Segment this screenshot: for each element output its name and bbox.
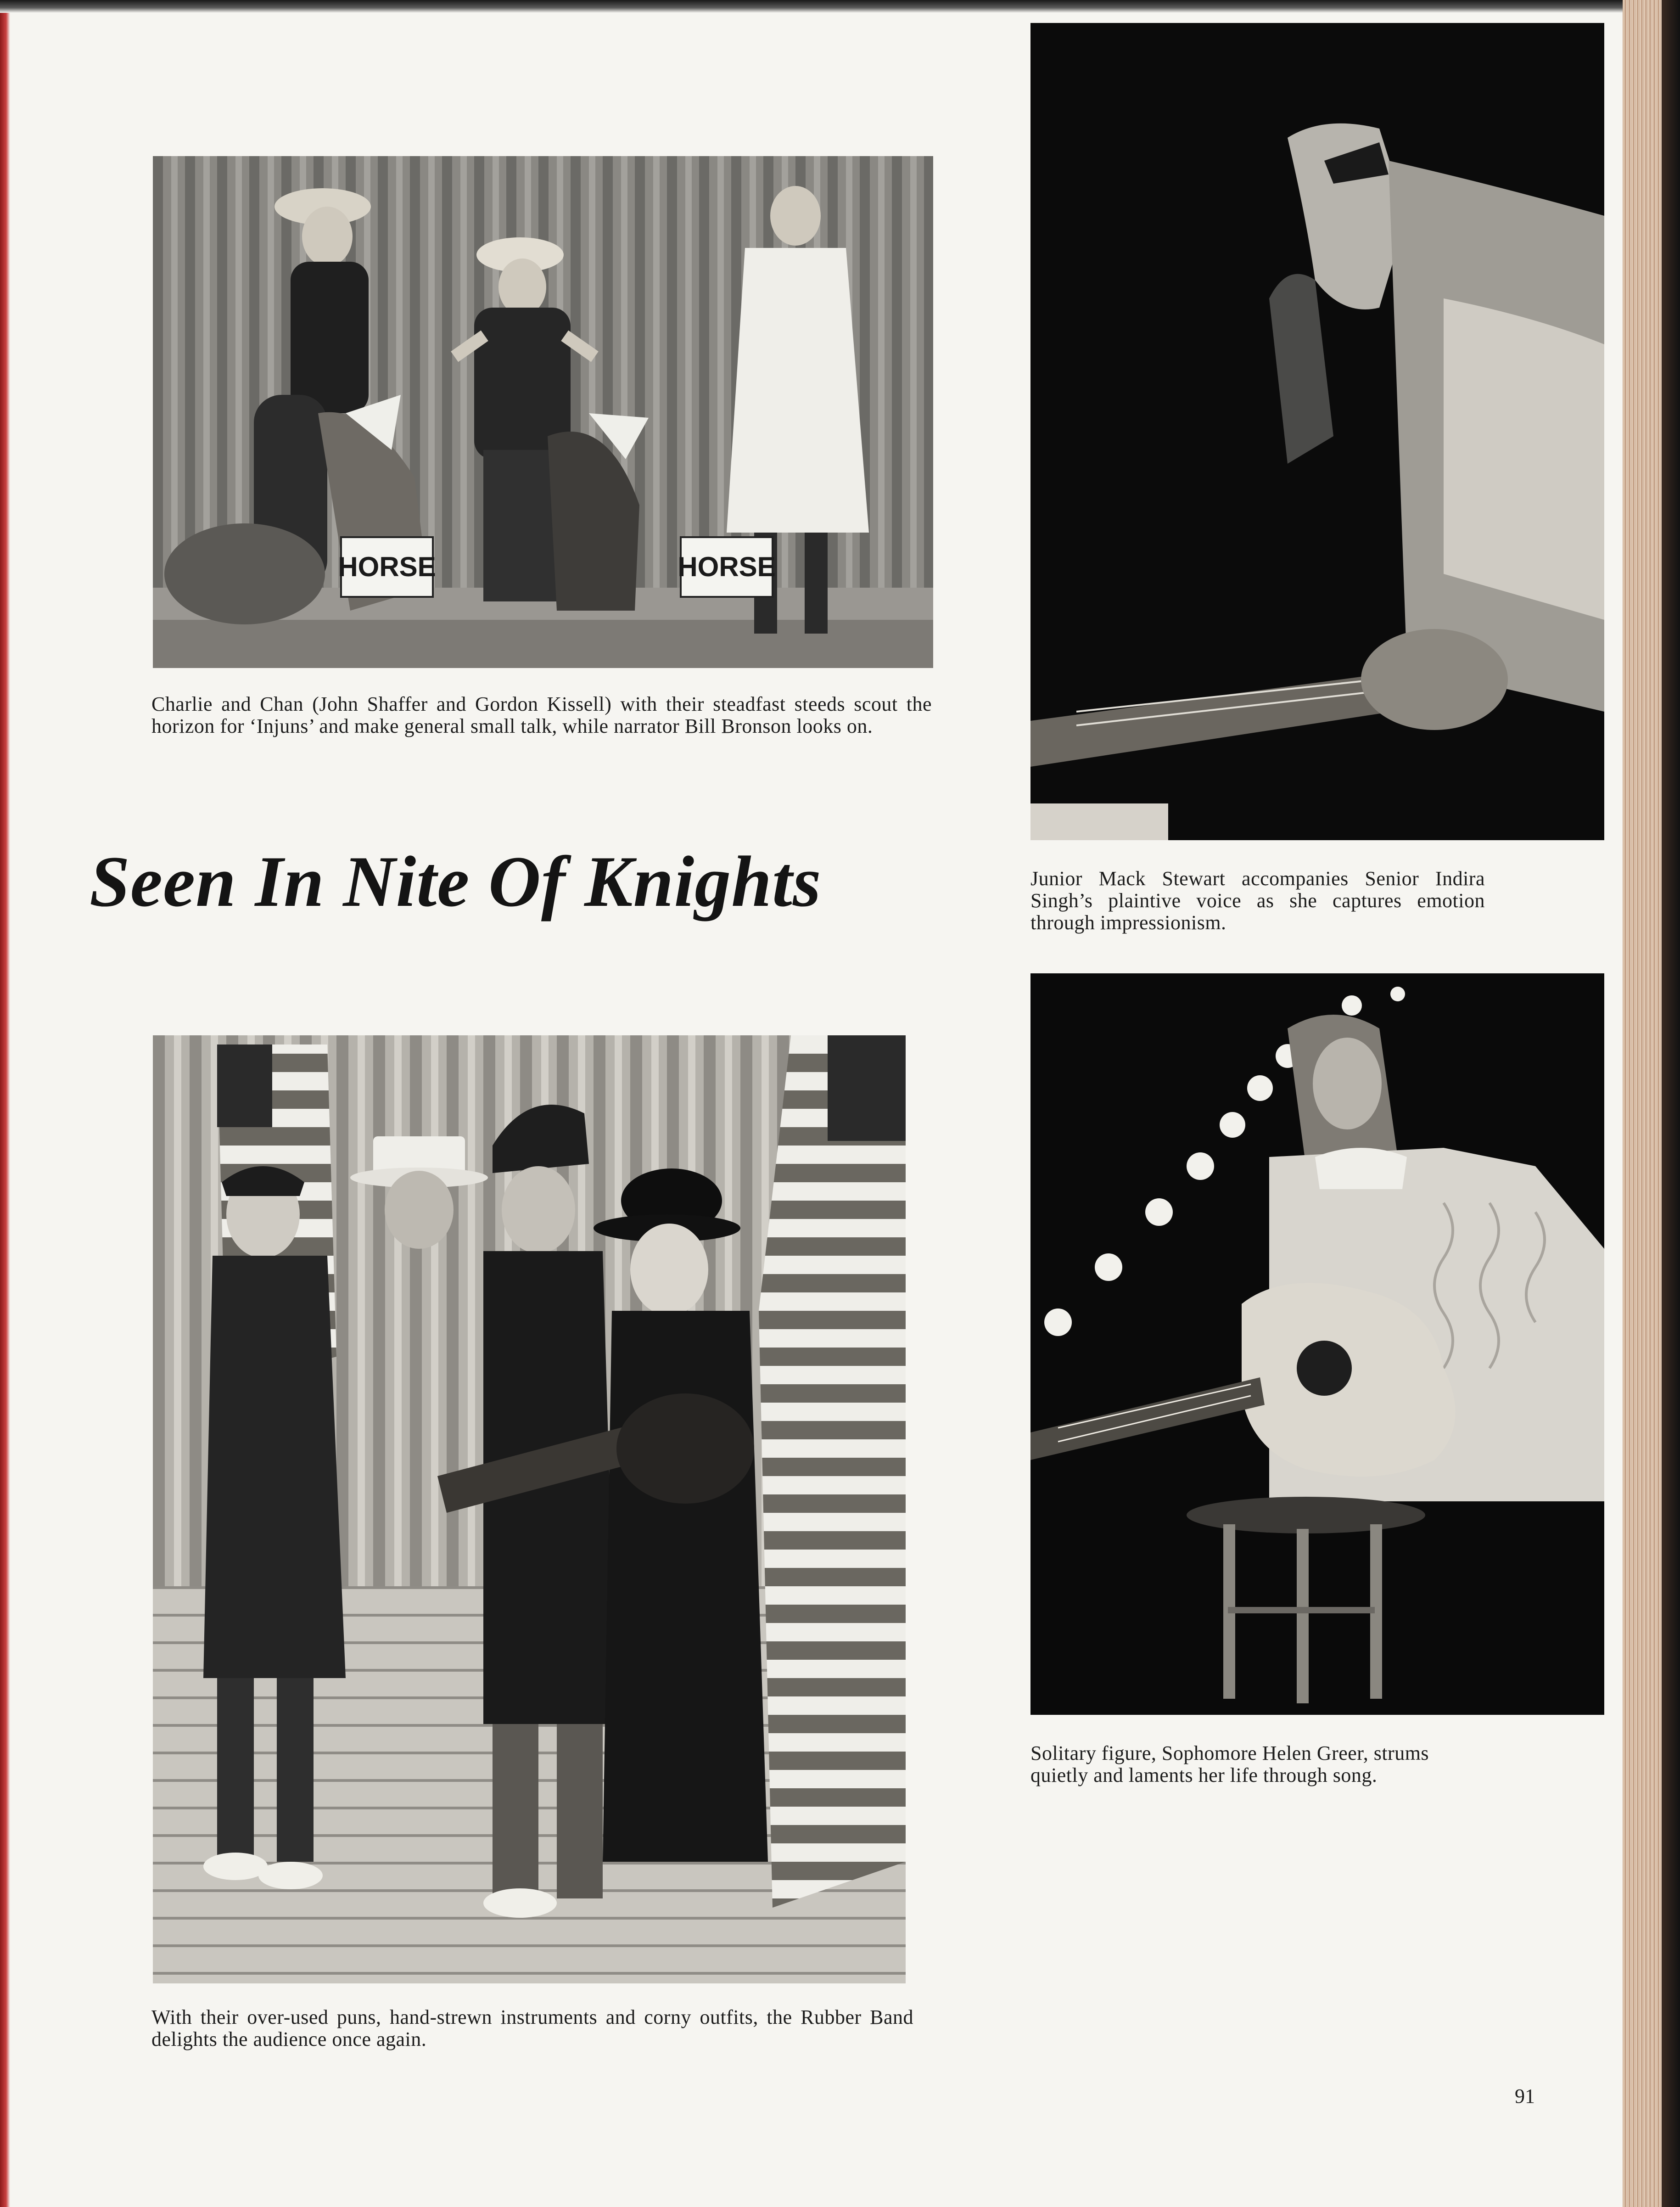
horse-sign-right: HORSE [678,551,776,582]
page-headline: Seen In Nite Of Knights [90,842,822,922]
photo-western-skit [153,156,933,668]
caption-duet: Junior Mack Stewart accompanies Senior Indira Singh’s plaintive voice as she captures emotion through impressionism. [1030,867,1485,934]
binding-gutter [0,0,10,2207]
photo-solo-guitarist [1030,973,1604,1715]
page-top-edge [0,0,1623,13]
photo-rubber-band [153,1035,906,1983]
page-number: 91 [1515,2085,1535,2107]
caption-rubber-band: With their over-used puns, hand-strewn instruments and corny outfits, the Rubber Band delights the audience once again. [151,2006,913,2050]
photo-duet [1030,23,1604,840]
book-page-edges [1623,0,1680,2207]
caption-western-skit: Charlie and Chan (John Shaffer and Gordon Kissell) with their steadfast steeds scout the horizon for ‘Injuns’ and make general small talk, while narrator Bill Bronson looks on. [151,693,932,737]
caption-solo-guitarist: Solitary figure, Sophomore Helen Greer, strums quietly and laments her life through song. [1030,1742,1429,1786]
horse-sign-left: HORSE [338,551,436,582]
